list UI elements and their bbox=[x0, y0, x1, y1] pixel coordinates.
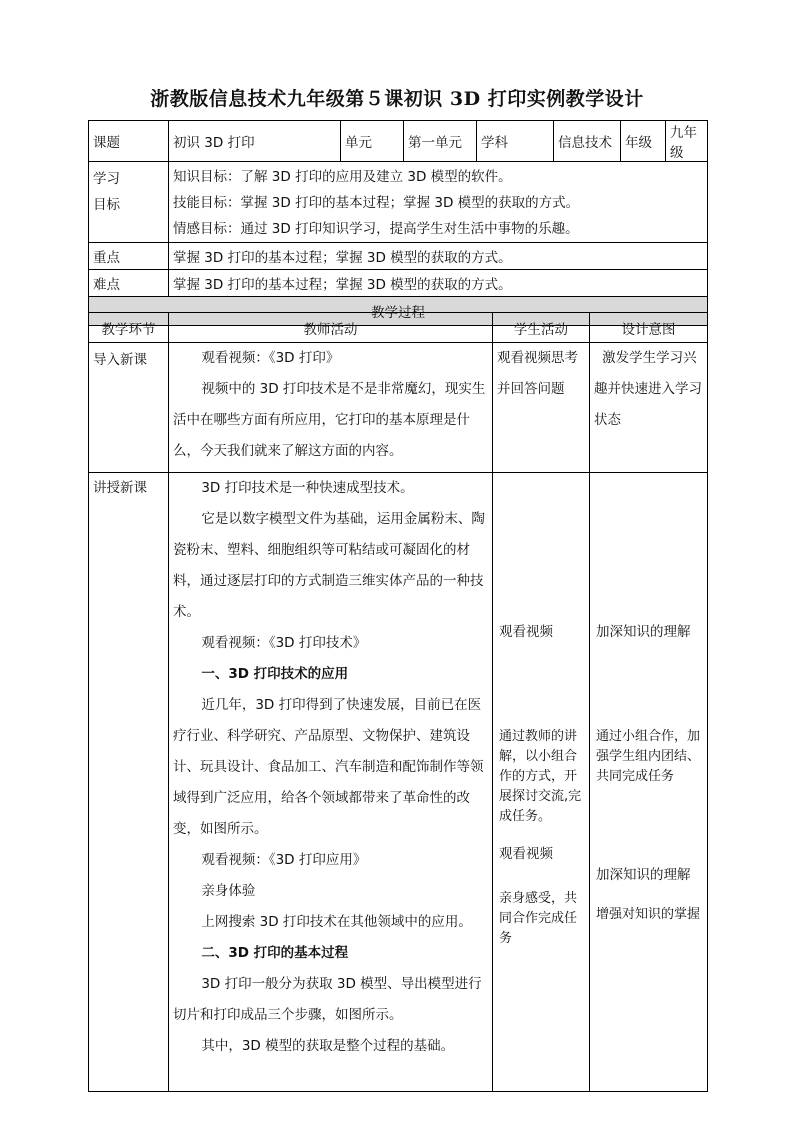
new-student-1: 观看视频 bbox=[499, 624, 553, 640]
intro-teacher-line1: 观看视频：《3D 打印》 bbox=[201, 350, 340, 366]
new-p2: 它是以数字模型文件为基础，运用金属粉末、陶瓷粉末、塑料、细胞组织等可粘结或可凝固化的材料，通过逐层打印的方式制造三维实体产品的一种技术。 bbox=[173, 511, 485, 620]
new-student bbox=[493, 473, 590, 1092]
process-header: 教学过程 bbox=[89, 297, 708, 326]
column-header-row bbox=[89, 313, 708, 343]
topic-label: 课题 bbox=[89, 121, 169, 162]
page-title: 浙教版信息技术九年级第５课初识 3D 打印实例教学设计 bbox=[150, 88, 644, 110]
difficult-point-value: 掌握 3D 打印的基本过程；掌握 3D 模型的获取的方式。 bbox=[169, 270, 708, 297]
intro-teacher bbox=[169, 343, 493, 473]
new-heading-1: 一、3D 打印技术的应用 bbox=[201, 666, 349, 682]
knowledge-goal: 知识目标：了解 3D 打印的应用及建立 3D 模型的软件。 bbox=[173, 169, 512, 185]
goals-content bbox=[169, 162, 708, 243]
new-lesson-row bbox=[89, 473, 708, 1092]
grade-label: 年级 bbox=[621, 121, 666, 162]
goals-label-line2: 目标 bbox=[93, 197, 120, 213]
col-intent: 设计意图 bbox=[590, 313, 708, 343]
goals-row bbox=[89, 162, 708, 243]
grade-value: 九年级 bbox=[666, 121, 708, 162]
new-p6: 亲身体验 bbox=[201, 883, 256, 899]
new-intent-1: 加深知识的理解 bbox=[596, 624, 691, 640]
goals-label-line1: 学习 bbox=[93, 171, 120, 187]
unit-label: 单元 bbox=[341, 121, 404, 162]
topic-value: 初识 3D 打印 bbox=[169, 121, 341, 162]
new-p3: 观看视频：《3D 打印技术》 bbox=[201, 635, 367, 651]
new-p5: 观看视频：《3D 打印应用》 bbox=[201, 852, 367, 868]
intro-row bbox=[89, 343, 708, 473]
new-teacher bbox=[169, 473, 493, 1092]
unit-value: 第一单元 bbox=[404, 121, 477, 162]
process-table bbox=[88, 312, 708, 1092]
col-stage: 教学环节 bbox=[89, 313, 169, 343]
new-intent-2: 通过小组合作，加强学生组内团结、共同完成任务 bbox=[596, 729, 701, 784]
subject-value: 信息技术 bbox=[554, 121, 621, 162]
goals-label bbox=[89, 162, 169, 243]
difficult-point-row bbox=[89, 270, 708, 297]
difficult-point-label: 难点 bbox=[89, 270, 169, 297]
new-p4: 近几年，3D 打印得到了快速发展，目前已在医疗行业、科学研究、产品原型、文物保护、建筑设计、玩具设计、食品加工、汽车制造和配饰制作等领域得到广泛应用，给各个领域都带来了革命性的改变，如图所示。 bbox=[173, 697, 484, 837]
key-point-value: 掌握 3D 打印的基本过程；掌握 3D 模型的获取的方式。 bbox=[169, 243, 708, 270]
new-p1: 3D 打印技术是一种快速成型技术。 bbox=[201, 480, 414, 496]
new-intent-3: 加深知识的理解 bbox=[596, 867, 691, 883]
col-student: 学生活动 bbox=[493, 313, 590, 343]
key-point-row bbox=[89, 243, 708, 270]
skill-goal: 技能目标：掌握 3D 打印的基本过程；掌握 3D 模型的获取的方式。 bbox=[173, 195, 580, 211]
info-row bbox=[89, 121, 708, 162]
emotion-goal: 情感目标：通过 3D 打印知识学习，提高学生对生活中事物的乐趣。 bbox=[173, 221, 579, 237]
lesson-plan-table bbox=[88, 120, 708, 326]
new-student-3: 观看视频 bbox=[499, 846, 553, 862]
new-student-4: 亲身感受，共同合作完成任务 bbox=[499, 891, 578, 946]
new-student-2: 通过教师的讲解，以小组合作的方式，开展探讨交流,完成任务。 bbox=[499, 729, 582, 824]
new-p9: 其中，3D 模型的获取是整个过程的基础。 bbox=[201, 1038, 455, 1054]
intro-stage: 导入新课 bbox=[89, 343, 169, 473]
subject-label: 学科 bbox=[477, 121, 554, 162]
intro-teacher-line2: 视频中的 3D 打印技术是不是非常魔幻，现实生活中在哪些方面有所应用，它打印的基本原理是什么，今天我们就来了解这方面的内容。 bbox=[173, 381, 486, 459]
new-p8: 3D 打印一般分为获取 3D 模型、导出模型进行切片和打印成品三个步骤，如图所示。 bbox=[173, 976, 482, 1023]
new-stage: 讲授新课 bbox=[89, 473, 169, 1092]
new-intent bbox=[590, 473, 708, 1092]
new-p7: 上网搜索 3D 打印技术在其他领域中的应用。 bbox=[201, 914, 472, 930]
intro-student: 观看视频思考并回答问题 bbox=[493, 343, 590, 473]
new-intent-4: 增强对知识的掌握 bbox=[596, 907, 701, 922]
key-point-label: 重点 bbox=[89, 243, 169, 270]
intro-intent: 激发学生学习兴趣并快速进入学习状态 bbox=[590, 343, 708, 473]
new-heading-2: 二、3D 打印的基本过程 bbox=[201, 945, 349, 961]
col-teacher: 教师活动 bbox=[169, 313, 493, 343]
